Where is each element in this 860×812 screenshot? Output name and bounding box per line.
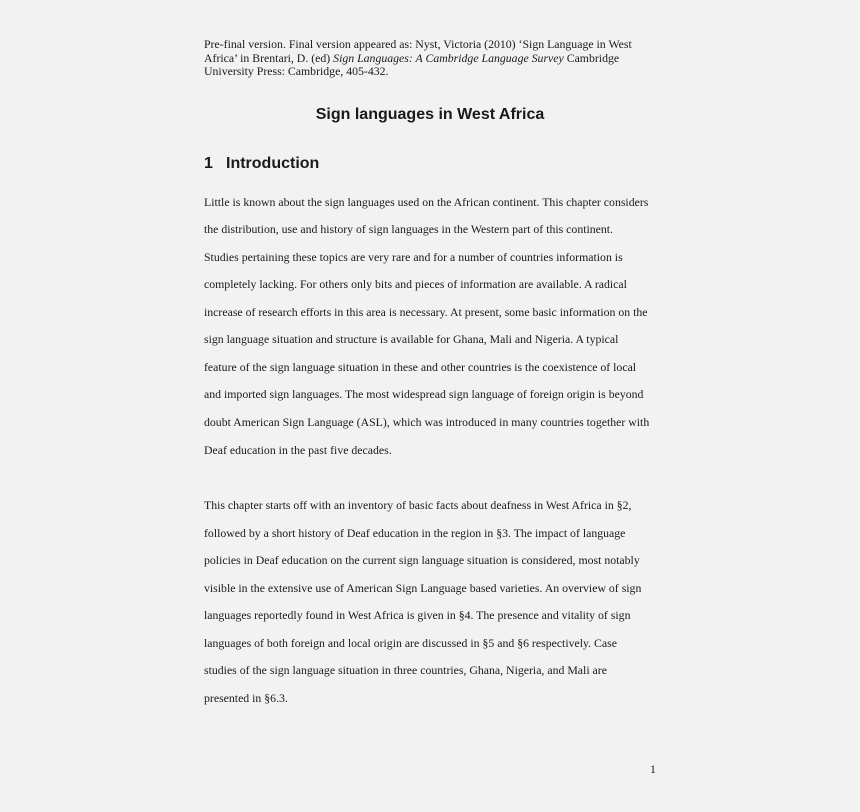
text-line: and imported sign languages. The most widespread sign language of foreign origin is beyond — [204, 387, 644, 401]
document-title: Sign languages in West Africa — [315, 106, 545, 123]
section-heading — [204, 154, 319, 174]
text-line: policies in Deaf education on the current sign language situation is considered, most notably — [204, 553, 640, 567]
text-line: Little is known about the sign languages used on the African continent. This chapter considers — [204, 195, 649, 209]
text-line: increase of research efforts in this area is necessary. At present, some basic information on the — [204, 305, 648, 319]
publication-note-text-end: Cambridge University Press: Cambridge, 405-432. — [204, 50, 620, 79]
text-line: studies of the sign language situation in three countries, Ghana, Nigeria, and Mali are — [204, 663, 607, 677]
section-title: Introduction — [226, 155, 320, 172]
text-line: presented in §6.3. — [204, 691, 288, 705]
text-line: sign language situation and structure is available for Ghana, Mali and Nigeria. A typical — [204, 332, 619, 346]
publication-note — [204, 38, 664, 79]
book-title: Sign Languages: A Cambridge Language Survey — [333, 50, 564, 65]
text-line: This chapter starts off with an inventory of basic facts about deafness in West Africa in §2, — [204, 498, 632, 512]
text-line: the distribution, use and history of sign languages in the Western part of this continent. — [204, 222, 614, 236]
text-line: visible in the extensive use of American Sign Language based varieties. An overview of sign — [204, 581, 642, 595]
text-line: completely lacking. For others only bits and pieces of information are available. A radical — [204, 277, 627, 291]
publication-note-text: Pre-final version. Final version appeared as: Nyst, Victoria (2010) ‘Sign Language in West Africa’ in Brentari, D. (ed) — [204, 37, 632, 65]
page-number: 1 — [650, 762, 656, 776]
text-line: Studies pertaining these topics are very rare and for a number of countries information is — [204, 250, 623, 264]
text-line: languages reportedly found in West Africa is given in §4. The presence and vitality of sign — [204, 608, 631, 622]
section-number: 1 — [204, 155, 213, 172]
text-line: languages of both foreign and local origin are discussed in §5 and §6 respectively. Case — [204, 636, 617, 650]
text-line: Deaf education in the past five decades. — [204, 443, 392, 457]
text-line: followed by a short history of Deaf education in the region in §3. The impact of language — [204, 526, 626, 540]
text-line: feature of the sign language situation in these and other countries is the coexistence of local — [204, 360, 637, 374]
text-line: doubt American Sign Language (ASL), which was introduced in many countries together with — [204, 415, 650, 429]
